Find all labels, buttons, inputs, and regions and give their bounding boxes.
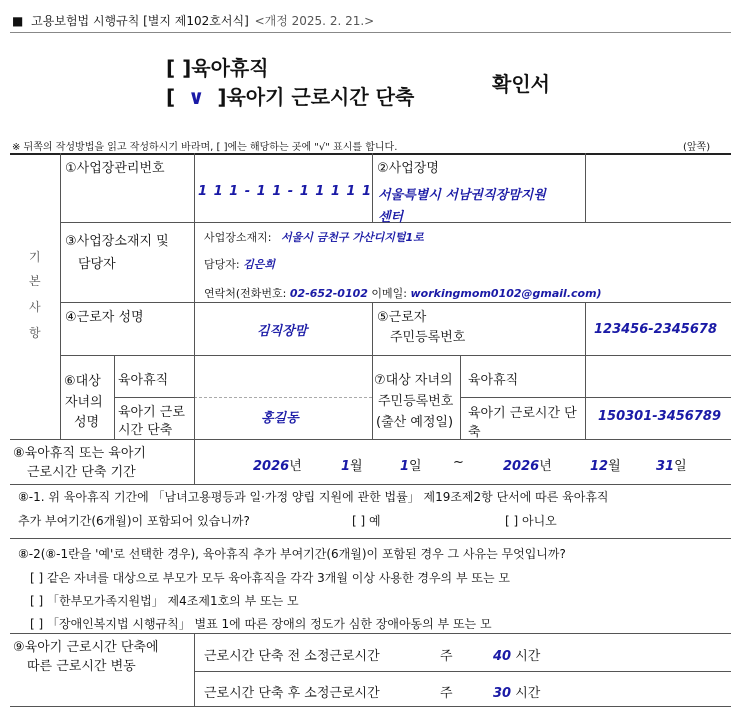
child-rrn-label-3: (출산 예정일) (376, 415, 454, 430)
period-start-day (400, 455, 422, 474)
rule (10, 439, 731, 440)
rule (460, 355, 461, 439)
contact-label: 연락처(전화번호: (204, 287, 287, 300)
section-char-1: 기 (29, 250, 41, 264)
hours-after-label: 근로시간 단축 후 소정근로시간 (204, 686, 380, 701)
rule (372, 153, 373, 222)
period-end-month (590, 455, 621, 474)
title-reduction-text: ]육아기 근로시간 단축 (217, 85, 415, 109)
email-value[interactable]: workingmom0102@gmail.com) (410, 287, 602, 300)
hours-after-week: 주 (440, 686, 453, 701)
notice-text: ※ 뒤쪽의 작성방법을 읽고 작성하시기 바라며, [ ]에는 해당하는 곳에 "√" 표시를 합니다. (12, 142, 398, 153)
phone-value[interactable]: 02-652-0102 (289, 287, 368, 300)
child-name-label-1: ⑥대상 (64, 374, 101, 389)
month-unit: 월 (608, 459, 621, 474)
hours-before-field (493, 645, 540, 664)
header-revision: <개정 2025. 2. 21.> (254, 14, 375, 28)
child-reduce-label-2: 시간 단축 (118, 423, 173, 438)
hours-unit: 시간 (515, 686, 541, 701)
rule (60, 355, 731, 356)
end-year-value[interactable]: 2026 (503, 459, 540, 474)
end-month-value[interactable]: 12 (590, 459, 609, 474)
workplace-name-label: ②사업장명 (377, 161, 439, 176)
start-year-value[interactable]: 2026 (253, 459, 290, 474)
address-manager-label-1: ③사업장소재지 및 (65, 234, 169, 249)
header-rule (10, 32, 731, 33)
child-rrn-reduce-label-1: 육아기 근로시간 단 (468, 406, 577, 421)
child-name-label-3: 성명 (74, 415, 100, 430)
child-rrn-label-2: 주민등록번호 (378, 394, 454, 409)
table-top-rule (10, 153, 731, 155)
period-tilde: ~ (453, 455, 464, 470)
rule (194, 302, 195, 355)
child-rrn-label-1: ⑦대상 자녀의 (374, 373, 453, 388)
title-suffix: 확인서 (492, 72, 550, 96)
period-end-year (503, 455, 552, 474)
manager-field (204, 256, 275, 272)
workplace-name-value-line1[interactable]: 서울특별시 서남권직장맘지원 (378, 188, 546, 203)
title-leave: [ ]육아휴직 (166, 56, 269, 80)
end-day-value[interactable]: 31 (656, 459, 675, 474)
hours-before-label: 근로시간 단축 전 소정근로시간 (204, 649, 380, 664)
mgmt-number-label: ①사업장관리번호 (65, 161, 165, 176)
q82-option2-checkbox[interactable]: [ ] 「한부모가족지원법」 제4조제1호의 부 또는 모 (30, 594, 299, 608)
rule (372, 302, 373, 355)
year-unit: 년 (539, 459, 552, 474)
hours-after-field (493, 682, 540, 701)
rule (194, 671, 731, 672)
rule (585, 153, 586, 222)
rule (194, 222, 195, 302)
contact-field (204, 285, 602, 301)
manager-value[interactable]: 김은희 (243, 258, 275, 271)
rule (60, 302, 731, 303)
q81-line2: 추가 부여기간(6개월)이 포함되어 있습니까? (18, 514, 250, 528)
period-label-2: 근로시간 단축 기간 (27, 465, 136, 480)
address-field (204, 229, 424, 245)
address-manager-label-2: 담당자 (78, 257, 116, 272)
day-unit: 일 (674, 459, 687, 474)
child-leave-label: 육아휴직 (118, 373, 169, 388)
mgmt-number-value[interactable]: 1 1 1 - 1 1 - 1 1 1 1 1 (198, 184, 373, 199)
period-end-day (656, 455, 687, 474)
email-label: 이메일: (371, 287, 407, 300)
header-square: ■ (12, 14, 24, 28)
start-month-value[interactable]: 1 (341, 459, 351, 474)
q81-line1: ⑧-1. 위 육아휴직 기간에 「남녀고용평등과 일·가정 양립 지원에 관한 법률」 제19조제2항 단서에 따른 육아휴직 (18, 490, 609, 504)
section-char-4: 항 (29, 326, 41, 340)
rule (10, 538, 731, 539)
worker-name-label: ④근로자 성명 (65, 310, 144, 325)
child-rrn-value[interactable]: 150301-3456789 (598, 409, 721, 424)
q82-option1-checkbox[interactable]: [ ] 같은 자녀를 대상으로 부모가 모두 육아휴직을 각각 3개월 이상 사용한 경우의 부 또는 모 (30, 571, 510, 585)
q82-option3-checkbox[interactable]: [ ] 「장애인복지법 시행규칙」 별표 1에 따른 장애의 정도가 심한 장애아동의 부 또는 모 (30, 617, 492, 631)
section-char-3: 사 (29, 300, 41, 314)
worker-rrn-label-1: ⑤근로자 (377, 310, 427, 325)
child-rrn-leave-label: 육아휴직 (468, 373, 519, 388)
hours-before-value[interactable]: 40 (493, 649, 512, 664)
address-value[interactable]: 서울시 금천구 가산디지털1로 (280, 231, 424, 244)
hours-unit: 시간 (515, 649, 541, 664)
title-check-mark: ∨ (188, 85, 205, 109)
period-label-1: ⑧육아휴직 또는 육아기 (13, 446, 146, 461)
start-day-value[interactable]: 1 (400, 459, 410, 474)
q82-line1: ⑧-2(⑧-1란을 '예'로 선택한 경우), 육아휴직 추가 부여기간(6개월)이 포함된 경우 그 사유는 무엇입니까? (18, 547, 566, 561)
notice-side: (앞쪽) (683, 142, 711, 153)
form-header (12, 12, 374, 29)
worker-rrn-label-2: 주민등록번호 (390, 330, 466, 345)
rule (194, 355, 195, 439)
title-reduction (166, 81, 414, 110)
worker-rrn-value[interactable]: 123456-2345678 (594, 322, 717, 337)
hours-change-label-2: 따른 근로시간 변동 (27, 659, 136, 674)
rule (10, 706, 731, 707)
rule (460, 397, 731, 398)
day-unit: 일 (409, 459, 422, 474)
rule (194, 153, 195, 222)
hours-after-value[interactable]: 30 (493, 686, 512, 701)
period-start-month (341, 455, 363, 474)
manager-label: 담당자: (204, 258, 240, 271)
period-start-year (253, 455, 302, 474)
title-bracket-open: [ (166, 85, 176, 109)
q81-yes-checkbox[interactable]: [ ] 예 (352, 514, 381, 528)
rule (194, 439, 195, 484)
rule (114, 355, 115, 439)
address-label: 사업장소재지: (204, 231, 272, 244)
worker-name-value[interactable]: 김직장맘 (257, 324, 308, 339)
rule (585, 302, 586, 355)
workplace-name-value-line2[interactable]: 센터 (378, 210, 404, 225)
rule (60, 153, 61, 439)
rule (194, 633, 195, 706)
year-unit: 년 (289, 459, 302, 474)
hours-change-label-1: ⑨육아기 근로시간 단축에 (13, 640, 159, 655)
child-rrn-reduce-label-2: 축 (468, 425, 481, 440)
section-char-2: 본 (29, 274, 41, 288)
header-law: 고용보험법 시행규칙 [별지 제102호서식] (31, 14, 249, 28)
rule (372, 355, 373, 439)
child-name-value[interactable]: 홍길동 (261, 411, 299, 426)
month-unit: 월 (350, 459, 363, 474)
hours-before-week: 주 (440, 649, 453, 664)
rule (10, 484, 731, 485)
rule (585, 355, 586, 439)
rule (194, 397, 372, 398)
q81-no-checkbox[interactable]: [ ] 아니오 (505, 514, 557, 528)
child-reduce-label-1: 육아기 근로 (118, 405, 185, 420)
child-name-label-2: 자녀의 (65, 395, 103, 410)
rule (114, 397, 194, 398)
rule (10, 633, 731, 634)
